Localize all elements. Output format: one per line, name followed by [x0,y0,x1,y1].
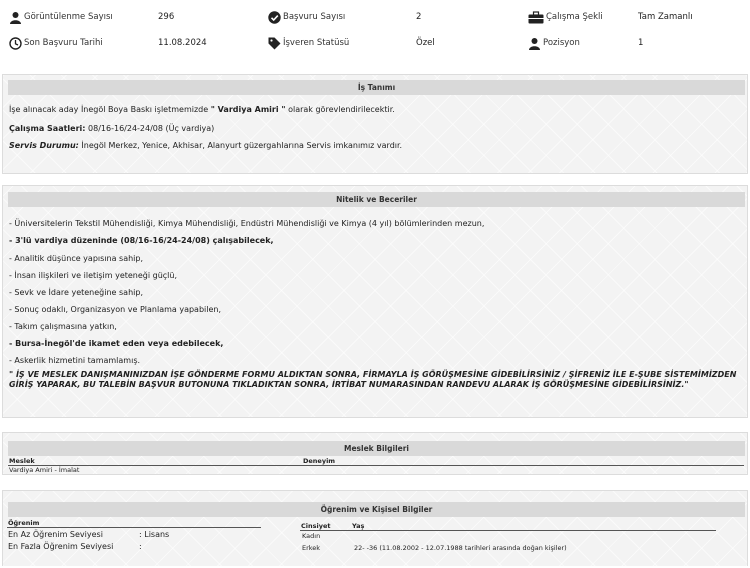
employer-status-cell [268,30,349,56]
qualification-item: - Sonuç odaklı, Organizasyon ve Planlama yapabilen, [9,305,222,314]
position-cell [528,30,580,56]
male-label: Erkek [302,544,321,552]
min-education-label: En Az Öğrenim Seviyesi [8,530,103,539]
service-status: Servis Durumu: İnegöl Merkez, Yenice, Akhisar, Alanyurt güzergahlarına Servis imkanımız vardır. [9,141,403,150]
education-title: Öğrenim ve Kişisel Bilgiler [8,502,745,517]
application-notice: " İŞ VE MESLEK DANIŞMANINIZDAN İŞE GÖNDERME FORMU ALDIKTAN SONRA, FİRMAYLA İŞ GÖRÜŞMESİNE GİDEBİLİRSİNİZ / ŞİFRENİZ İLE E-ŞUBE SİSTEMİMİZDEN GİRİŞ YAPARAK, BU TALEBİN BAŞVUR BUTONUNA TIKLADIKTAN SONRA, İRTİBAT NUMARASINDAN RANDEVU ALARAK İŞ GÖRÜŞMESİNE GİDEBİLİRSİNİZ." [9,370,737,389]
qualification-item: - 3'lü vardiya düzeninde (08/16-16/24-24/08) çalışabilecek, [9,236,274,245]
applications-value: 2 [416,12,422,22]
deadline-value: 11.08.2024 [158,38,207,48]
qualification-item: - Bursa-İnegöl'de ikamet eden veya edebilecek, [9,339,224,348]
work-hours: Çalışma Saatleri: 08/16-16/24-24/08 (Üç vardiya) [9,124,215,133]
male-age: 22- -36 (11.08.2002 - 12.07.1988 tarihleri arasında doğan kişiler) [354,544,567,552]
work-type-value: Tam Zamanlı [638,12,693,22]
user-icon [528,37,541,50]
qualification-item: - Askerlik hizmetini tamamlamış. [9,356,141,365]
qualification-item: - Analitik düşünce yapısına sahip, [9,254,144,263]
female-label: Kadın [302,532,321,540]
views-cell [9,4,113,30]
briefcase-icon [528,11,544,24]
work-type-cell [528,4,603,30]
gender-header: Cinsiyet [301,522,331,530]
profession-panel [2,432,748,475]
divider [7,527,261,528]
summary-panel [0,0,750,57]
applications-label: Başvuru Sayısı [283,12,346,22]
education-panel [2,490,748,566]
deadline-label: Son Başvuru Tarihi [24,38,103,48]
education-header: Öğrenim [8,519,40,527]
qualifications-title: Nitelik ve Beceriler [8,192,745,207]
work-type-label: Çalışma Şekli [546,12,603,22]
deadline-cell [9,30,103,56]
divider [300,530,716,531]
qualification-item: - Takım çalışmasına yatkın, [9,322,117,331]
views-value: 296 [158,12,175,22]
qualification-item: - Üniversitelerin Tekstil Mühendisliği, Kimya Mühendisliği, Endüstri Mühendisliği ve Kimya (4 yıl) bölümlerinden mezun, [9,219,485,228]
qualification-item: - Sevk ve İdare yeteneğine sahip, [9,288,143,297]
clock-icon [9,37,22,50]
summary-row-2 [0,30,750,56]
check-circle-icon [268,11,281,24]
qualification-item: - İnsan ilişkileri ve iletişim yeteneği güçlü, [9,271,178,280]
employer-status-value: Özel [416,38,435,48]
position-value: 1 [638,38,644,48]
job-description-panel [2,74,748,174]
experience-col-header: Deneyim [303,457,336,465]
position-label: Pozisyon [543,38,580,48]
age-header: Yaş [352,522,365,530]
applications-cell [268,4,345,30]
user-icon [9,11,22,24]
max-education-value: : [139,542,142,551]
profession-title: Meslek Bilgileri [8,441,745,456]
summary-row-1 [0,4,750,30]
job-intro: İşe alınacak aday İnegöl Boya Baskı işletmemizde " Vardiya Amiri " olarak görevlendirilecektir. [9,105,395,114]
profession-col-header: Meslek [9,457,35,465]
employer-status-label: İşveren Statüsü [283,38,350,48]
tag-icon [268,37,281,50]
job-description-title: İş Tanımı [8,80,745,95]
qualifications-panel [2,185,748,418]
min-education-value: : Lisans [139,530,170,539]
profession-value: Vardiya Amiri - İmalat [9,466,80,474]
divider [8,465,744,466]
max-education-label: En Fazla Öğrenim Seviyesi [8,542,114,551]
views-label: Görüntülenme Sayısı [24,12,113,22]
